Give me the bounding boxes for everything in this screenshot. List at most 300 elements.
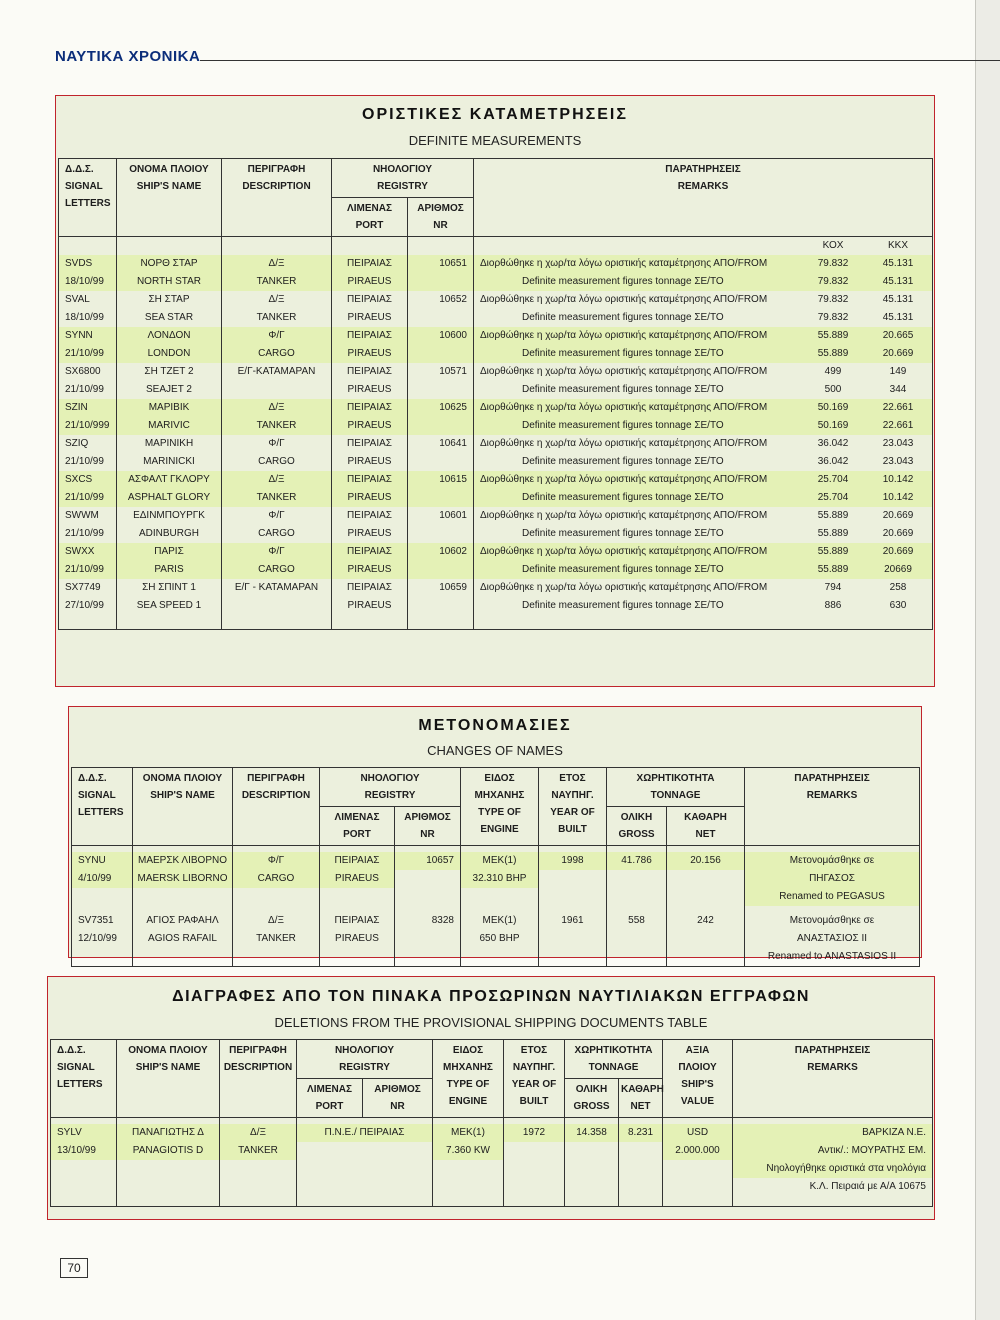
remark-text: Definite measurement figures tonnage ΣΕ/TO — [522, 312, 724, 323]
port-cell: PIRAEUS — [332, 345, 407, 363]
remark-line — [474, 507, 932, 525]
signal-cell: 21/10/99 — [59, 561, 116, 579]
deletions-value-header: ΑΞΙΑ ΠΛΟΙΟΥ SHIP'S VALUE — [663, 1040, 733, 1118]
renames-signal-header: Δ.Δ.Σ. SIGNAL LETTERS — [72, 768, 133, 846]
kox-value: 500 — [824, 384, 842, 395]
description-cell: Δ/Ξ — [222, 399, 331, 417]
port-cell: ΠΕΙΡΑΙΑΣ — [332, 255, 407, 273]
description-cell: CARGO — [258, 528, 295, 539]
renames-registry-header: ΝΗΟΛΟΓΙΟΥ REGISTRY — [320, 768, 461, 807]
table-row — [59, 471, 933, 489]
port-cell: ΠΕΙΡΑΙΑΣ — [332, 327, 407, 345]
ship-name-cell: SEA SPEED 1 — [136, 600, 202, 611]
ship-name-cell: MARINICKI — [143, 456, 195, 467]
remark-text: Διορθώθηκε η χωρ/τα λόγω οριστικής καταμέτρησης ΑΠΟ/FROM — [480, 510, 768, 521]
description-cell: Φ/Γ — [268, 510, 285, 521]
description-cell: Φ/Γ — [233, 852, 319, 870]
name-header: ΟΝΟΜΑ ΠΛΟΙΟΥ SHIP'S NAME — [117, 159, 222, 237]
ship-name-cell: ΜΑΡΙΒΙΚ — [117, 399, 221, 417]
port-cell: PIRAEUS — [347, 528, 392, 539]
signal-cell: SYNU — [72, 852, 132, 870]
deletions-registry-header: ΝΗΟΛΟΓΙΟΥ REGISTRY — [297, 1040, 433, 1079]
port-cell: PIRAEUS — [335, 933, 379, 944]
nr-header: ΑΡΙΘΜΟΣ NR — [408, 198, 474, 237]
port-cell: ΠΕΙΡΑΙΑΣ — [347, 294, 392, 305]
remark-line — [474, 561, 932, 579]
definite-title: ΟΡΙΣΤΙΚΕΣ ΚΑΤΑΜΕΤΡΗΣΕΙΣ — [362, 106, 628, 123]
masthead-rule — [200, 60, 1000, 61]
remark-text: Definite measurement figures tonnage ΣΕ/TO — [522, 564, 724, 575]
description-cell: TANKER — [256, 312, 297, 323]
remark-text: Definite measurement figures tonnage ΣΕ/TO — [522, 600, 724, 611]
remarks-cell: Αντικ/.: ΜΟΥΡΑΤΗΣ ΕΜ. — [733, 1142, 932, 1160]
table-row — [59, 345, 933, 363]
kox-value: 36.042 — [817, 456, 849, 467]
port-cell: PIRAEUS — [320, 870, 394, 888]
ship-name-cell: ΝΟΡΘ ΣΤΑΡ — [117, 255, 221, 273]
renames-title: ΜΕΤΟΝΟΜΑΣΙΕΣ — [418, 717, 572, 734]
ship-name-cell: MAERSK LIBORNO — [133, 870, 232, 888]
definite-measurements-panel — [55, 95, 935, 687]
table-row — [59, 327, 933, 345]
registry-nr-cell: 10641 — [439, 438, 467, 449]
signal-header: Δ.Δ.Σ. SIGNAL LETTERS — [59, 159, 117, 237]
deletions-subtitle: DELETIONS FROM THE PROVISIONAL SHIPPING DOCUMENTS TABLE — [274, 1015, 708, 1030]
signal-cell: SZIQ — [65, 438, 89, 449]
signal-cell: SX7749 — [65, 582, 101, 593]
kkx-value: 20.669 — [882, 510, 914, 521]
signal-cell: 21/10/999 — [59, 417, 116, 435]
remark-line — [474, 453, 932, 471]
remarks-cell: Renamed to ANASTASIOS II — [767, 951, 897, 962]
description-cell: CARGO — [233, 870, 319, 888]
registry-nr-cell: 10602 — [408, 543, 473, 561]
remark-text: Διορθώθηκε η χωρ/τα λόγω οριστικής καταμέτρησης ΑΠΟ/FROM — [480, 546, 768, 557]
port-cell: PIRAEUS — [332, 489, 407, 507]
ship-name-cell: NORTH STAR — [117, 273, 221, 291]
kkx-value: 45.131 — [882, 258, 914, 269]
kkx-value: 258 — [889, 582, 907, 593]
remarks-cell: Μετονομάσθηκε σε — [745, 852, 919, 870]
registry-nr-cell: 10652 — [439, 294, 467, 305]
engine-cell: ΜΕΚ(1) — [433, 1124, 503, 1142]
signal-cell: SYNN — [59, 327, 116, 345]
description-cell: Δ/Ξ — [222, 471, 331, 489]
renames-nr-header: ΑΡΙΘΜΟΣ NR — [395, 807, 461, 846]
kox-value: 79.832 — [817, 258, 849, 269]
kkx-value: 45.131 — [882, 294, 914, 305]
renames-engine-header: ΕΙΔΟΣ ΜΗΧΑΝΗΣ TYPE OF ENGINE — [461, 768, 539, 846]
description-cell: Δ/Ξ — [268, 294, 285, 305]
page-number: 70 — [60, 1258, 88, 1278]
signal-cell: 13/10/99 — [51, 1142, 116, 1160]
port-cell: PIRAEUS — [347, 600, 392, 611]
table-row — [59, 309, 933, 327]
remark-text: Definite measurement figures tonnage ΣΕ/TO — [522, 276, 724, 287]
registry-nr-cell — [408, 525, 473, 543]
remark-text: Definite measurement figures tonnage ΣΕ/TO — [522, 456, 724, 467]
deletions-title: ΔΙΑΓΡΑΦΕΣ ΑΠΟ ΤΟΝ ΠΙΝΑΚΑ ΠΡΟΣΩΡΙΝΩΝ ΝΑΥΤΙΛΙΑΚΩΝ ΕΓΓΡΑΦΩΝ — [172, 988, 810, 1005]
port-cell: PIRAEUS — [332, 561, 407, 579]
deletions-name-header: ΟΝΟΜΑ ΠΛΟΙΟΥ SHIP'S NAME — [117, 1040, 220, 1118]
remarks-cell: ΠΗΓΑΣΟΣ — [745, 870, 919, 888]
port-cell: ΠΕΙΡΑΙΑΣ — [332, 399, 407, 417]
registry-nr-cell — [408, 597, 473, 615]
signal-cell: SWWM — [65, 510, 99, 521]
ship-name-cell: ΣΗ ΣΤΑΡ — [148, 294, 190, 305]
description-cell: Ε/Γ - ΚΑΤΑΜΑΡΑΝ — [234, 582, 319, 593]
kox-header: ΚΟΧ — [822, 240, 844, 251]
registry-cell: Π.Ν.Ε./ ΠΕΙΡΑΙΑΣ — [297, 1124, 432, 1142]
kkx-value: 23.043 — [882, 456, 914, 467]
remark-text: Διορθώθηκε η χωρ/τα λόγω οριστικής καταμέτρησης ΑΠΟ/FROM — [480, 402, 768, 413]
remark-text: Διορθώθηκε η χωρ/τα λόγω οριστικής καταμέτρησης ΑΠΟ/FROM — [480, 474, 768, 485]
port-cell: ΠΕΙΡΑΙΑΣ — [332, 543, 407, 561]
ship-name-cell: PANAGIOTIS D — [117, 1142, 219, 1160]
table-row — [59, 489, 933, 507]
remark-text: Διορθώθηκε η χωρ/τα λόγω οριστικής καταμέτρησης ΑΠΟ/FROM — [480, 330, 768, 341]
description-cell: Δ/Ξ — [222, 255, 331, 273]
kox-value: 794 — [824, 582, 842, 593]
kkx-value: 10.142 — [882, 474, 914, 485]
description-cell: Δ/Ξ — [220, 1124, 296, 1142]
ship-name-cell: SEA STAR — [144, 312, 194, 323]
deletions-remarks-header: ΠΑΡΑΤΗΡΗΣΕΙΣ REMARKS — [733, 1040, 933, 1118]
ship-name-cell: ΜΑΡΙΝΙΚΗ — [144, 438, 194, 449]
ship-name-cell: ADINBURGH — [138, 528, 199, 539]
description-cell: Ε/Γ-ΚΑΤΑΜΑΡΑΝ — [237, 366, 316, 377]
remarks-cell: ΑΝΑΣΤΑΣΙΟΣ ΙΙ — [796, 933, 868, 944]
registry-nr-cell — [408, 381, 473, 399]
registry-nr-cell: 10571 — [439, 366, 467, 377]
kkx-value: 22.661 — [882, 402, 914, 413]
description-cell: CARGO — [222, 345, 331, 363]
signal-cell: 21/10/99 — [59, 345, 116, 363]
engine-cell: ΜΕΚ(1) — [461, 852, 538, 870]
masthead-title: ΝΑΥΤΙΚΑ ΧΡΟΝΙΚΑ — [55, 48, 201, 65]
deletions-nr-header: ΑΡΙΘΜΟΣ NR — [363, 1079, 433, 1118]
port-cell: PIRAEUS — [347, 312, 392, 323]
remark-text: Διορθώθηκε η χωρ/τα λόγω οριστικής καταμέτρησης ΑΠΟ/FROM — [480, 258, 768, 269]
registry-nr-cell — [408, 345, 473, 363]
remark-line — [474, 381, 932, 399]
registry-nr-cell: 10615 — [408, 471, 473, 489]
description-cell: Φ/Γ — [222, 327, 331, 345]
remark-line — [474, 345, 932, 363]
description-cell: TANKER — [222, 417, 331, 435]
deletions-tonnage-header: ΧΩΡΗΤΙΚΟΤΗΤΑ TONNAGE — [565, 1040, 663, 1079]
kox-value: 55.889 — [817, 564, 849, 575]
signal-cell: SV7351 — [78, 915, 114, 926]
port-cell: ΠΕΙΡΑΙΑΣ — [347, 582, 392, 593]
changes-of-names-panel — [68, 706, 922, 962]
kkx-value: 45.131 — [882, 312, 914, 323]
kox-value: 25.704 — [817, 474, 849, 485]
table-row — [59, 363, 933, 381]
net-tonnage-cell: 242 — [697, 915, 714, 926]
registry-nr-cell — [408, 273, 473, 291]
registry-nr-cell: 10625 — [408, 399, 473, 417]
remark-text: Διορθώθηκε η χωρ/τα λόγω οριστικής καταμέτρησης ΑΠΟ/FROM — [480, 366, 768, 377]
deletions-signal-header: Δ.Δ.Σ. SIGNAL LETTERS — [51, 1040, 117, 1118]
description-cell: TANKER — [222, 489, 331, 507]
table-row — [59, 597, 933, 615]
net-tonnage-cell: 8.231 — [619, 1124, 662, 1142]
deletions-port-header: ΛΙΜΕΝΑΣ PORT — [297, 1079, 363, 1118]
port-cell: ΠΕΙΡΑΙΑΣ — [332, 471, 407, 489]
table-row — [59, 291, 933, 309]
kox-value: 55.889 — [817, 348, 849, 359]
signal-cell: 21/10/99 — [65, 384, 104, 395]
remark-line — [474, 597, 932, 615]
renames-gross-header: ΟΛΙΚΗ GROSS — [607, 807, 667, 846]
kox-value: 79.832 — [817, 294, 849, 305]
registry-nr-cell: 10600 — [408, 327, 473, 345]
remark-text: Definite measurement figures tonnage ΣΕ/TO — [522, 420, 724, 431]
remark-text: Definite measurement figures tonnage ΣΕ/TO — [522, 528, 724, 539]
table-row — [59, 525, 933, 543]
kkx-value: 344 — [889, 384, 907, 395]
renames-net-header: ΚΑΘΑΡΗ NET — [667, 807, 745, 846]
year-built-cell: 1998 — [539, 852, 606, 870]
port-cell: PIRAEUS — [332, 273, 407, 291]
remark-line — [474, 309, 932, 327]
description-cell — [222, 381, 331, 399]
registry-header: ΝΗΟΛΟΓΙΟΥ REGISTRY — [332, 159, 474, 198]
ship-name-cell: ΣΗ ΣΠΙΝΤ 1 — [142, 582, 196, 593]
ship-name-cell: ΛΟΝΔΟΝ — [117, 327, 221, 345]
remarks-cell: Μετονομάσθηκε σε — [789, 915, 875, 926]
table-row — [59, 453, 933, 471]
renames-built-header: ΕΤΟΣ ΝΑΥΠΗΓ. YEAR OF BUILT — [539, 768, 607, 846]
year-built-cell: 1961 — [561, 915, 584, 926]
ship-name-cell: ASPHALT GLORY — [117, 489, 221, 507]
kkx-value: 45.131 — [882, 276, 914, 287]
kkx-value: 630 — [889, 600, 907, 611]
signal-cell: 12/10/99 — [78, 933, 117, 944]
table-row — [72, 906, 920, 967]
remarks-cell: Νηολογήθηκε οριστικά στα νηολόγια — [733, 1160, 932, 1178]
kkx-value: 20669 — [884, 564, 912, 575]
kkx-value: 149 — [889, 366, 907, 377]
remark-line — [474, 255, 932, 273]
registry-nr-cell: 10659 — [439, 582, 467, 593]
ship-name-cell: MARIVIC — [117, 417, 221, 435]
remark-line — [474, 435, 932, 453]
description-cell: CARGO — [222, 561, 331, 579]
remark-text: Διορθώθηκε η χωρ/τα λόγω οριστικής καταμέτρησης ΑΠΟ/FROM — [480, 582, 768, 593]
remark-line — [474, 327, 932, 345]
definite-table — [58, 158, 933, 630]
renames-remarks-header: ΠΑΡΑΤΗΡΗΣΕΙΣ REMARKS — [745, 768, 920, 846]
registry-nr-cell — [408, 309, 473, 327]
ship-name-cell: ΕΔΙΝΜΠΟΥΡΓΚ — [133, 510, 205, 521]
table-row — [59, 579, 933, 597]
description-header: ΠΕΡΙΓΡΑΦΗ DESCRIPTION — [222, 159, 332, 237]
signal-cell: 21/10/99 — [65, 528, 104, 539]
signal-cell: SZIN — [59, 399, 116, 417]
ship-value-cell: 2.000.000 — [663, 1142, 732, 1160]
port-cell: ΠΕΙΡΑΙΑΣ — [320, 852, 394, 870]
signal-cell: 21/10/99 — [65, 456, 104, 467]
kox-value: 36.042 — [817, 438, 849, 449]
kox-value: 886 — [824, 600, 842, 611]
kkx-value: 20.669 — [882, 528, 914, 539]
remark-line — [474, 489, 932, 507]
table-row — [72, 846, 920, 907]
ship-name-cell: LONDON — [117, 345, 221, 363]
remark-line — [474, 525, 932, 543]
ship-name-cell: ΜΑΕΡΣΚ ΛΙΒΟΡΝΟ — [133, 852, 232, 870]
table-row — [59, 561, 933, 579]
ship-name-cell: AGIOS RAFAIL — [148, 933, 217, 944]
remark-text: Definite measurement figures tonnage ΣΕ/TO — [522, 348, 724, 359]
remark-line — [474, 579, 932, 597]
remark-text: Definite measurement figures tonnage ΣΕ/TO — [522, 384, 724, 395]
ship-name-cell: SEAJET 2 — [146, 384, 192, 395]
renames-table — [71, 767, 920, 967]
signal-cell: 27/10/99 — [65, 600, 104, 611]
renames-port-header: ΛΙΜΕΝΑΣ PORT — [320, 807, 395, 846]
kkx-value: 23.043 — [882, 438, 914, 449]
kox-value: 55.889 — [817, 546, 849, 557]
engine-cell: 32.310 BHP — [461, 870, 538, 888]
signal-cell: SVDS — [59, 255, 116, 273]
remark-line — [474, 471, 932, 489]
description-cell: TANKER — [220, 1142, 296, 1160]
engine-cell: 650 BHP — [479, 933, 520, 944]
kox-value: 55.889 — [817, 528, 849, 539]
remarks-cell: ΒΑΡΚΙΖΑ Ν.Ε. — [733, 1124, 932, 1142]
port-cell: ΠΕΙΡΑΙΑΣ — [347, 510, 392, 521]
registry-nr-cell — [408, 561, 473, 579]
remark-text: Definite measurement figures tonnage ΣΕ/TO — [522, 492, 724, 503]
description-cell: Δ/Ξ — [268, 915, 284, 926]
port-cell: ΠΕΙΡΑΙΑΣ — [334, 915, 380, 926]
signal-cell: 21/10/99 — [59, 489, 116, 507]
description-cell: TANKER — [222, 273, 331, 291]
deletions-panel — [47, 976, 935, 1220]
remark-text: Διορθώθηκε η χωρ/τα λόγω οριστικής καταμέτρησης ΑΠΟ/FROM — [480, 438, 768, 449]
table-row — [59, 273, 933, 291]
ship-name-cell: ΠΑΝΑΓΙΩΤΗΣ Δ — [117, 1124, 219, 1142]
signal-cell: SX6800 — [65, 366, 101, 377]
renames-name-header: ΟΝΟΜΑ ΠΛΟΙΟΥ SHIP'S NAME — [133, 768, 233, 846]
kkx-value: 20.665 — [882, 330, 914, 341]
kox-value: 55.889 — [817, 510, 849, 521]
registry-nr-cell: 10651 — [408, 255, 473, 273]
gross-tonnage-cell: 41.786 — [607, 852, 666, 870]
year-built-cell: 1972 — [504, 1124, 564, 1142]
remark-line — [474, 543, 932, 561]
port-cell: ΠΕΙΡΑΙΑΣ — [347, 366, 392, 377]
description-cell: Φ/Γ — [222, 543, 331, 561]
engine-cell: 7.360 KW — [433, 1142, 503, 1160]
remarks-header: ΠΑΡΑΤΗΡΗΣΕΙΣ REMARKS — [474, 159, 933, 237]
definite-subtitle: DEFINITE MEASUREMENTS — [408, 133, 582, 148]
registry-nr-cell — [408, 489, 473, 507]
table-row — [59, 435, 933, 453]
signal-cell: 4/10/99 — [72, 870, 132, 888]
ship-name-cell: ΠΑΡΙΣ — [117, 543, 221, 561]
renames-subtitle: CHANGES OF NAMES — [427, 743, 563, 758]
table-row — [59, 399, 933, 417]
table-row — [59, 507, 933, 525]
registry-nr-cell — [408, 417, 473, 435]
ship-name-cell: ΑΣΦΑΛΤ ΓΚΛΟΡΥ — [117, 471, 221, 489]
description-cell — [222, 597, 331, 615]
kox-value: 50.169 — [817, 402, 849, 413]
description-cell: CARGO — [258, 456, 295, 467]
registry-nr-cell — [408, 453, 473, 471]
deletions-table — [50, 1039, 933, 1207]
remarks-cell: Κ.Λ. Πειραιά με Α/Α 10675 — [809, 1181, 926, 1192]
port-cell: PIRAEUS — [347, 384, 392, 395]
table-row — [59, 255, 933, 273]
remark-line — [474, 273, 932, 291]
deletions-description-header: ΠΕΡΙΓΡΑΦΗ DESCRIPTION — [220, 1040, 297, 1118]
kox-value: 50.169 — [817, 420, 849, 431]
table-row — [59, 381, 933, 399]
remark-line — [474, 417, 932, 435]
ship-value-cell: USD — [663, 1124, 732, 1142]
engine-cell: ΜΕΚ(1) — [482, 915, 517, 926]
port-cell: PIRAEUS — [347, 456, 392, 467]
gross-tonnage-cell: 14.358 — [565, 1124, 618, 1142]
table-row — [59, 417, 933, 435]
port-cell: PIRAEUS — [332, 417, 407, 435]
signal-cell: SYLV — [51, 1124, 116, 1142]
ship-name-cell: ΣΗ ΤΖΕΤ 2 — [144, 366, 194, 377]
page-edge — [975, 0, 1000, 1320]
registry-nr-cell: 8328 — [431, 915, 454, 926]
deletions-net-header: ΚΑΘΑΡΗ NET — [619, 1079, 663, 1118]
signal-cell: SXCS — [59, 471, 116, 489]
remark-line — [474, 291, 932, 309]
kkx-value: 10.142 — [882, 492, 914, 503]
remark-line — [474, 399, 932, 417]
description-cell: TANKER — [256, 933, 296, 944]
port-cell: ΠΕΙΡΑΙΑΣ — [347, 438, 392, 449]
table-row — [59, 543, 933, 561]
kox-value: 499 — [824, 366, 842, 377]
kox-value: 25.704 — [817, 492, 849, 503]
kox-value: 55.889 — [817, 330, 849, 341]
registry-nr-cell: 10601 — [439, 510, 467, 521]
kkx-value: 20.669 — [882, 348, 914, 359]
deletions-engine-header: ΕΙΔΟΣ ΜΗΧΑΝΗΣ TYPE OF ENGINE — [433, 1040, 504, 1118]
table-spacer-row — [59, 615, 933, 630]
signal-cell: 18/10/99 — [65, 312, 104, 323]
kkx-value: 22.661 — [882, 420, 914, 431]
ship-name-cell: PARIS — [117, 561, 221, 579]
port-header: ΛΙΜΕΝΑΣ PORT — [332, 198, 408, 237]
net-tonnage-cell: 20.156 — [667, 852, 744, 870]
kkx-value: 20.669 — [882, 546, 914, 557]
remark-text: Διορθώθηκε η χωρ/τα λόγω οριστικής καταμέτρησης ΑΠΟ/FROM — [480, 294, 768, 305]
signal-cell: SVAL — [65, 294, 90, 305]
signal-cell: SWXX — [59, 543, 116, 561]
registry-nr-cell: 10657 — [395, 852, 460, 870]
kkx-header: ΚΚΧ — [887, 240, 908, 251]
description-cell: Φ/Γ — [268, 438, 285, 449]
deletions-gross-header: ΟΛΙΚΗ GROSS — [565, 1079, 619, 1118]
remark-line — [474, 363, 932, 381]
remarks-cell: Renamed to PEGASUS — [745, 888, 919, 906]
kox-value: 79.832 — [817, 276, 849, 287]
kox-value: 79.832 — [817, 312, 849, 323]
renames-description-header: ΠΕΡΙΓΡΑΦΗ DESCRIPTION — [233, 768, 320, 846]
